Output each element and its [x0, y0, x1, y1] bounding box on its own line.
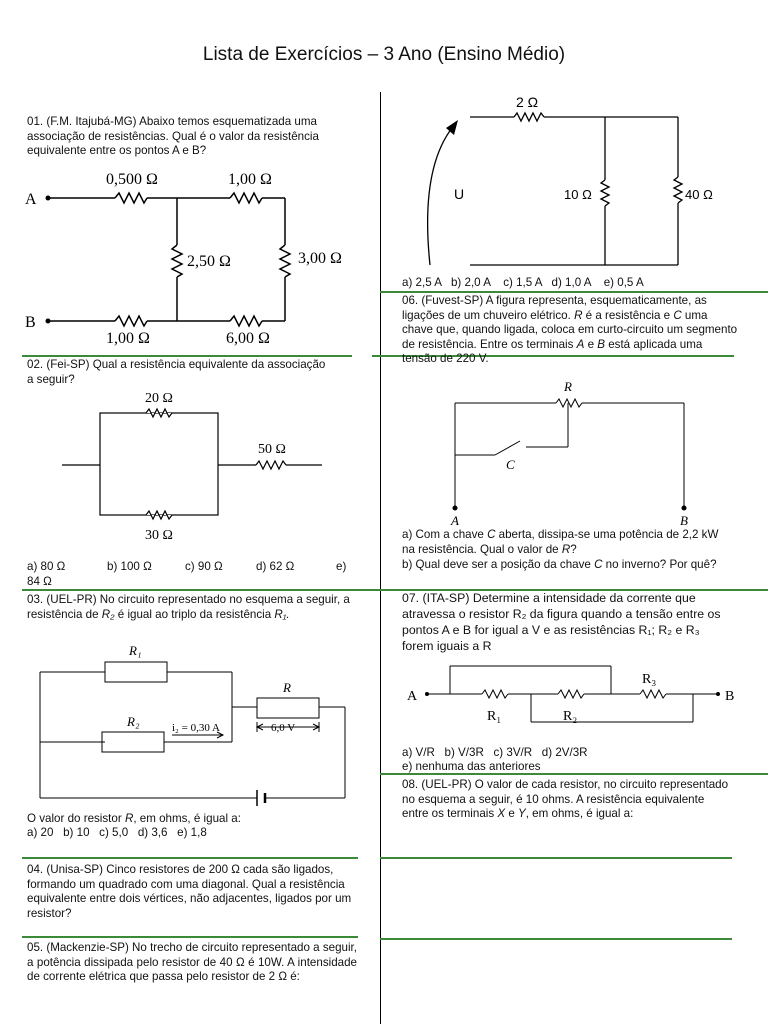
- q04-text: 04. (Unisa-SP) Cinco resistores de 200 Ω cada são ligados, formando um quadrado com uma diagonal. Qual a resistência equivalente entre dois vértices, não adjacentes, ligados por um resistor?: [27, 863, 352, 920]
- q06-part-b-1: b) Qual deve ser a posição da chave: [402, 558, 595, 571]
- q02-r20: 20 Ω: [145, 391, 173, 406]
- q03-options: a) 20 b) 10 c) 5,0 d) 3,6 e) 1,8: [27, 826, 207, 839]
- q06-part-a-2: aberta, dissipa-se uma potência de 2,2 kW na resistência. Qual o valor de: [402, 528, 719, 556]
- q01-text: 01. (F.M. Itajubá-MG) Abaixo temos esquematizada uma associação de resistências. Qual é o valor da resistência equivalente entre os pontos A e B?: [27, 115, 319, 157]
- q08-text-y: Y: [518, 807, 526, 820]
- q06-part-b-2: no inverno? Por quê?: [602, 558, 717, 571]
- q05-circuit: [420, 90, 730, 270]
- q06-text-e: e: [584, 337, 598, 351]
- q02-circuit: [60, 385, 330, 545]
- q07-options-1: a) V/R b) V/3R c) 3V/R d) 2V/3R: [402, 746, 588, 759]
- q06-text-r: R: [574, 308, 583, 322]
- q03-text: [27, 593, 359, 622]
- q06-part-a-c: C: [487, 528, 496, 541]
- q01-r4: 3,00 Ω: [298, 250, 342, 267]
- q03-r2: R₂: [127, 714, 140, 729]
- q06-text: [402, 294, 738, 367]
- q01-r6: 6,00 Ω: [226, 330, 270, 347]
- q06-text-a: 06. (Fuvest-SP) A figura representa, esquematicamente, as ligações de um chuveiro elétrico.: [402, 294, 707, 322]
- q02-option-c: c) 90 Ω: [185, 560, 223, 573]
- q07-options-2: e) nenhuma das anteriores: [402, 760, 541, 773]
- q02-option-a: a) 80 Ω: [27, 560, 66, 573]
- q06-r: R: [564, 379, 572, 394]
- q03-question: [27, 812, 357, 827]
- separator: [22, 355, 352, 357]
- q03-question-prefix: O valor do resistor: [27, 812, 125, 825]
- q03-text-prefix: 03. (UEL-PR) No circuito representado no esquema a seguir, a resistência de: [27, 593, 350, 621]
- q06-part-a: [402, 528, 732, 557]
- q06-c: C: [506, 457, 515, 472]
- q03-circuit: [35, 640, 355, 810]
- q05-r10: 10 Ω: [564, 187, 592, 202]
- q03-v: 6,0 V: [271, 722, 296, 734]
- separator: [22, 857, 358, 859]
- q05-r2: 2 Ω: [516, 94, 539, 110]
- q06-text-b2: B: [597, 337, 605, 351]
- q07-text: 07. (ITA-SP) Determine a intensidade da corrente que atravessa o resistor R₂ da figura quando a tensão entre os pontos A e B for igual a V e as resistências R₁; R₂ e R₃ forem iguais a R: [402, 591, 721, 653]
- q03-i2: i₂ = 0,30 A: [172, 722, 220, 734]
- q06-part-a-r: R: [561, 542, 571, 556]
- q07-r1: R₁: [487, 709, 502, 724]
- q08-text-x: X: [497, 807, 506, 820]
- q06-b: B: [680, 513, 688, 528]
- q03-r: R: [283, 680, 291, 695]
- q03-text-mid: é igual ao triplo da resistência: [114, 607, 275, 621]
- q06-part-a-3: ?: [570, 542, 577, 556]
- q06-text-b: é a resistência e: [582, 308, 674, 322]
- q05-text: 05. (Mackenzie-SP) No trecho de circuito representado a seguir, a potência dissipada pelo resistor de 40 Ω é 10W. A intensidade de corrente elétrica que passa pelo resistor de 2 Ω é:: [27, 941, 357, 983]
- q02-r30: 30 Ω: [145, 528, 173, 543]
- q05-u: U: [454, 186, 465, 202]
- separator: [22, 936, 358, 938]
- separator: [380, 291, 768, 293]
- q02-option-e: e): [336, 560, 347, 573]
- q02-option-d: d) 62 Ω: [256, 560, 295, 573]
- q06-a: A: [451, 513, 459, 528]
- q07-r2: R₂: [563, 709, 578, 724]
- q07-r3: R₃: [642, 672, 657, 687]
- q02-option-e-value: 84 Ω: [27, 575, 52, 588]
- q07-circuit: [400, 660, 745, 735]
- column-divider: [380, 92, 381, 1024]
- q03-text-r2: R₂: [101, 607, 115, 621]
- q01-r2: 1,00 Ω: [228, 171, 272, 188]
- q01-label-a: A: [25, 191, 37, 208]
- q03-question-suffix: , em ohms, é igual a:: [133, 812, 241, 825]
- q07-label-a: A: [407, 689, 418, 704]
- q03-r1: R₁: [129, 643, 142, 658]
- q01-r3: 2,50 Ω: [187, 253, 231, 270]
- q06-text-c2: uma chave que, quando ligada, coloca em curto-circuito um segmento de resistência. Entre os terminais: [402, 308, 738, 351]
- q08-text: [402, 778, 732, 822]
- q06-part-a-1: a) Com a chave: [402, 528, 488, 541]
- q06-circuit: [440, 375, 700, 530]
- page-title: Lista de Exercícios – 3 Ano (Ensino Médio): [202, 44, 566, 65]
- q06-text-end: está aplicada uma tensão de 220 V.: [402, 337, 703, 365]
- q06-text-c: C: [673, 308, 682, 322]
- q02-option-b: b) 100 Ω: [107, 560, 152, 573]
- q03-question-r: R: [124, 812, 134, 825]
- q07-label-b: B: [725, 689, 735, 704]
- q06-part-b-c: C: [594, 558, 603, 571]
- q03-text-r1: R₁.: [274, 607, 290, 621]
- q06-text-a2: A: [576, 337, 585, 351]
- q02-r50: 50 Ω: [258, 442, 286, 457]
- q08-text-e: e: [505, 807, 518, 820]
- q08-text-b: , em ohms, é igual a:: [525, 807, 634, 820]
- q01-r1: 0,500 Ω: [106, 171, 158, 188]
- q01-label-b: B: [25, 314, 36, 331]
- separator: [380, 938, 732, 940]
- separator: [380, 857, 732, 859]
- q02-text: 02. (Fei-SP) Qual a resistência equivalente da associação a seguir?: [27, 358, 326, 386]
- q01-r5: 1,00 Ω: [106, 330, 150, 347]
- q08-text-a: 08. (UEL-PR) O valor de cada resistor, no circuito representado no esquema a seguir, é 10 ohms. A resistência equivalente entre os terminais: [402, 778, 729, 820]
- q05-r40: 40 Ω: [685, 187, 713, 202]
- q01-circuit: [20, 165, 365, 347]
- q05-options: a) 2,5 A b) 2,0 A c) 1,5 A d) 1,0 A e) 0,5 A: [402, 276, 644, 289]
- q06-part-b: [402, 558, 732, 573]
